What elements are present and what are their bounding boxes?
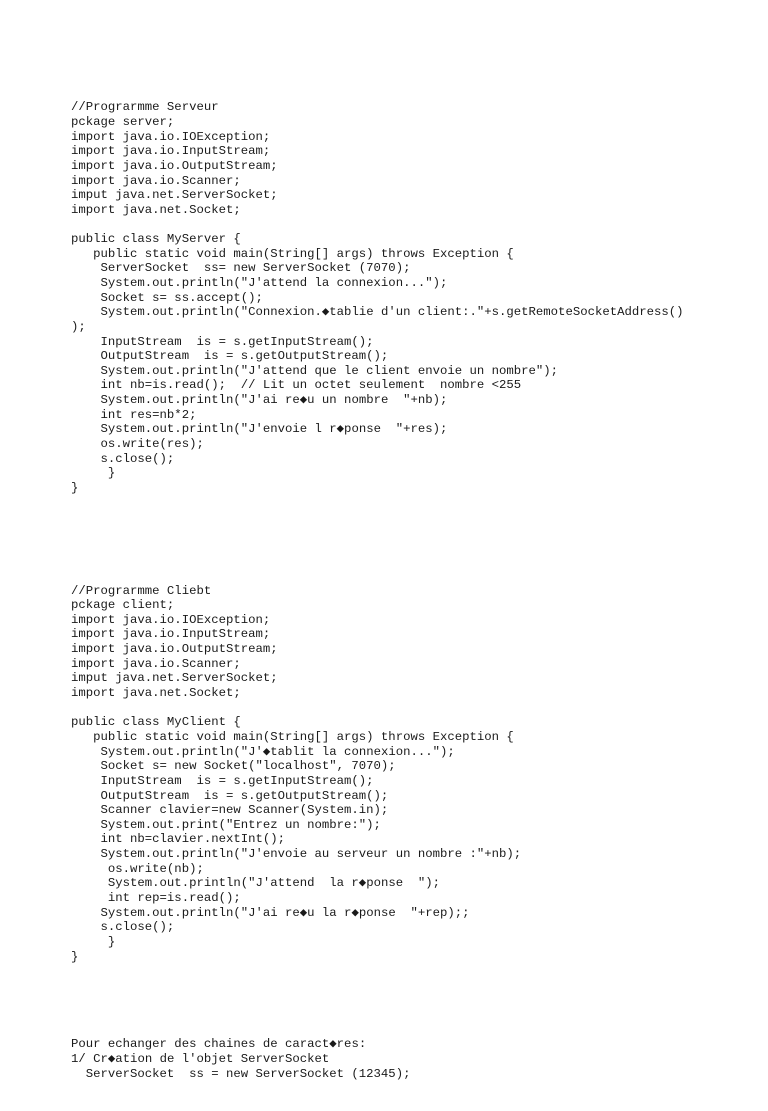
code-line: public class MyServer { xyxy=(71,232,241,247)
code-line: pckage server; xyxy=(71,114,175,129)
code-line: public static void main(String[] args) throws Exception { xyxy=(71,246,514,261)
code-line: System.out.println("J'◆tablit la connexion..."); xyxy=(71,744,455,759)
code-line: Pour echanger des chaines de caract◆res: xyxy=(71,1037,367,1052)
code-line: InputStream is = s.getInputStream(); xyxy=(71,773,374,788)
code-line: } xyxy=(71,934,116,949)
code-line: ServerSocket ss= new ServerSocket (7070); xyxy=(71,261,411,276)
code-line: InputStream is = s.getInputStream(); xyxy=(71,334,374,349)
block-spacer xyxy=(71,994,684,1009)
code-line: import java.io.IOException; xyxy=(71,129,271,144)
code-line: import java.io.InputStream; xyxy=(71,144,271,159)
code-line: Socket s= new Socket("localhost", 7070); xyxy=(71,759,396,774)
code-line xyxy=(71,701,684,716)
code-line: } xyxy=(71,480,79,495)
code-line: Scanner clavier=new Scanner(System.in); xyxy=(71,803,389,818)
code-line: imput java.net.ServerSocket; xyxy=(71,671,278,686)
code-line: import java.io.IOException; xyxy=(71,612,271,627)
code-line: System.out.println("J'envoie au serveur un nombre :"+nb); xyxy=(71,847,522,862)
code-line: System.out.println("J'envoie l r◆ponse "+res); xyxy=(71,422,448,437)
code-line: int res=nb*2; xyxy=(71,407,197,422)
code-line: System.out.print("Entrez un nombre:"); xyxy=(71,817,381,832)
code-line: System.out.println("J'attend la connexion..."); xyxy=(71,276,448,290)
client-code-block xyxy=(71,584,684,965)
server-code-block xyxy=(71,100,684,495)
code-line: public static void main(String[] args) throws Exception { xyxy=(71,729,514,744)
code-line: System.out.println("J'attend que le client envoie un nombre"); xyxy=(71,363,559,378)
code-line: //Prograrmme Cliebt xyxy=(71,583,212,598)
code-line: ); xyxy=(71,319,86,334)
code-line: pckage client; xyxy=(71,598,175,613)
code-line: System.out.println("J'ai re◆u un nombre "+nb); xyxy=(71,393,448,408)
code-line: int nb=is.read(); // Lit un octet seulement nombre <255 xyxy=(71,378,522,393)
code-line: } xyxy=(71,949,79,964)
code-line: 1/ Cr◆ation de l'objet ServerSocket xyxy=(71,1052,330,1067)
code-line: int nb=clavier.nextInt(); xyxy=(71,832,286,847)
code-line: import java.io.OutputStream; xyxy=(71,158,278,173)
code-line: System.out.println("Connexion.◆tablie d'un client:."+s.getRemoteSocketAddress() xyxy=(71,305,684,320)
code-line: int rep=is.read(); xyxy=(71,890,241,905)
code-line: System.out.println("J'attend la r◆ponse "); xyxy=(71,876,440,891)
code-line: OutputStream is = s.getOutputStream(); xyxy=(71,788,389,803)
document-body xyxy=(71,71,684,1111)
code-line: System.out.println("J'ai re◆u la r◆ponse "+rep);; xyxy=(71,905,470,920)
code-line: imput java.net.ServerSocket; xyxy=(71,188,278,203)
code-line: import java.io.OutputStream; xyxy=(71,642,278,657)
code-line xyxy=(71,217,684,232)
code-line: os.write(nb); xyxy=(71,861,204,876)
code-line: Socket s= ss.accept(); xyxy=(71,290,263,305)
code-line: public class MyClient { xyxy=(71,715,241,730)
code-line: import java.net.Socket; xyxy=(71,202,241,217)
code-line: import java.io.Scanner; xyxy=(71,173,241,188)
code-line: s.close(); xyxy=(71,451,175,466)
code-line: s.close(); xyxy=(71,920,175,935)
code-line: ServerSocket ss = new ServerSocket (12345); xyxy=(71,1066,411,1081)
code-line: os.write(res); xyxy=(71,437,204,452)
code-line: //Prograrmme Serveur xyxy=(71,100,219,115)
code-line: import java.io.InputStream; xyxy=(71,627,271,642)
block-spacer xyxy=(71,525,684,554)
code-line: import java.net.Socket; xyxy=(71,686,241,701)
code-line: import java.io.Scanner; xyxy=(71,656,241,671)
code-line: OutputStream is = s.getOutputStream(); xyxy=(71,349,389,364)
notes-block xyxy=(71,1037,684,1081)
code-line: } xyxy=(71,466,116,481)
